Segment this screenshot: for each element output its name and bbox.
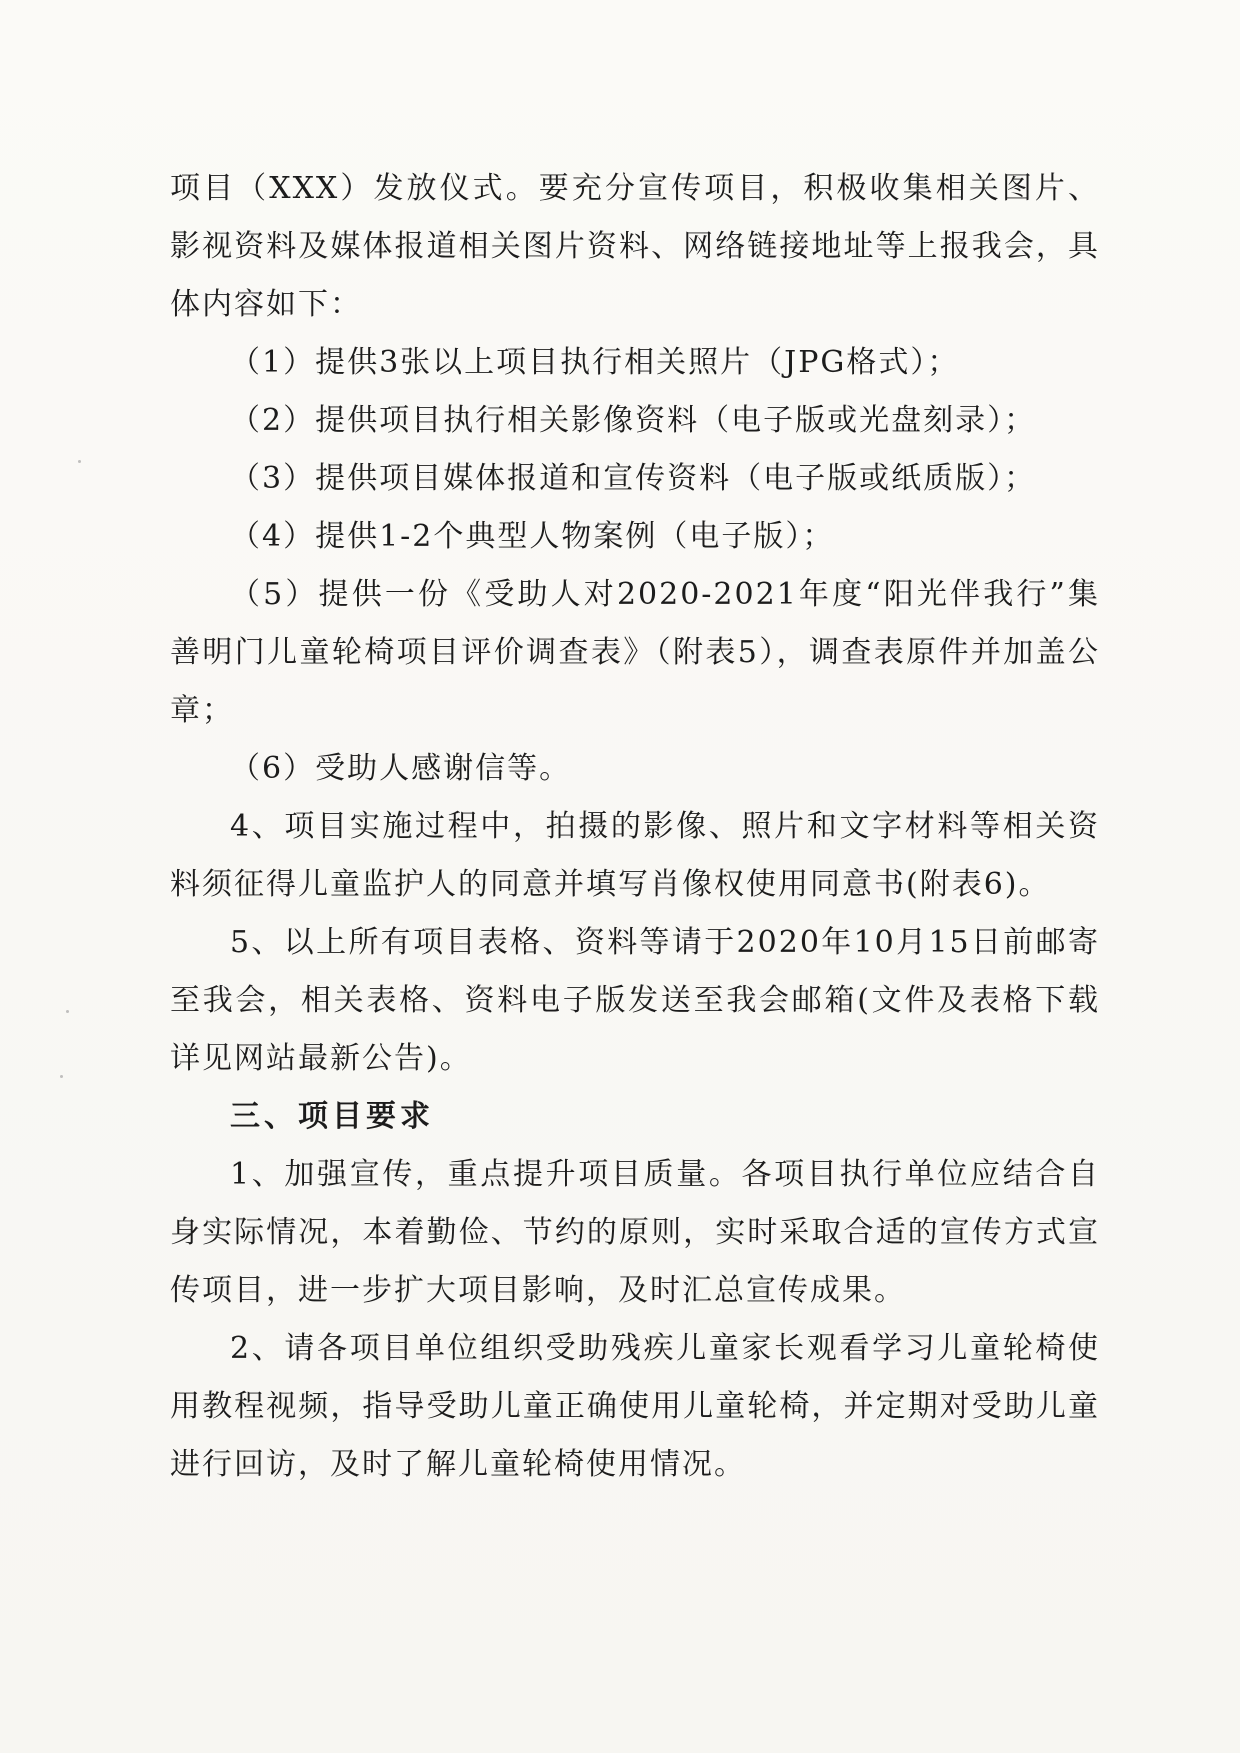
document-body — [170, 160, 1100, 1494]
paragraph-intro: 项目（XXX）发放仪式。要充分宣传项目，积极收集相关图片、影视资料及媒体报道相关图片资料、网络链接地址等上报我会，具体内容如下： — [170, 171, 1100, 322]
list-item-3: （3）提供项目媒体报道和宣传资料（电子版或纸质版）； — [230, 461, 1037, 496]
list-item-5: （5）提供一份《受助人对2020-2021年度“阳光伴我行”集善明门儿童轮椅项目评价调查表》（附表5），调查表原件并加盖公章； — [170, 577, 1100, 728]
list-item-1: （1）提供3张以上项目执行相关照片（JPG格式）； — [230, 345, 960, 380]
paragraph-item-5: 5、以上所有项目表格、资料等请于2020年10月15日前邮寄至我会，相关表格、资料电子版发送至我会邮箱(文件及表格下载详见网站最新公告)。 — [170, 925, 1100, 1076]
requirement-1: 1、加强宣传，重点提升项目质量。各项目执行单位应结合自身实际情况，本着勤俭、节约的原则，实时采取合适的宣传方式宣传项目，进一步扩大项目影响，及时汇总宣传成果。 — [170, 1157, 1100, 1308]
scan-speck — [60, 1075, 63, 1078]
scan-speck — [78, 460, 81, 463]
list-item-2: （2）提供项目执行相关影像资料（电子版或光盘刻录）； — [230, 403, 1037, 438]
requirement-2: 2、请各项目单位组织受助残疾儿童家长观看学习儿童轮椅使用教程视频，指导受助儿童正确使用儿童轮椅，并定期对受助儿童进行回访，及时了解儿童轮椅使用情况。 — [170, 1331, 1100, 1482]
paragraph-item-4: 4、项目实施过程中，拍摄的影像、照片和文字材料等相关资料须征得儿童监护人的同意并填写肖像权使用同意书(附表6)。 — [170, 809, 1100, 902]
section-heading: 三、项目要求 — [230, 1099, 434, 1134]
list-item-6: （6）受助人感谢信等。 — [230, 751, 572, 786]
list-item-4: （4）提供1-2个典型人物案例（电子版）； — [230, 519, 835, 554]
scan-speck — [66, 1010, 69, 1013]
